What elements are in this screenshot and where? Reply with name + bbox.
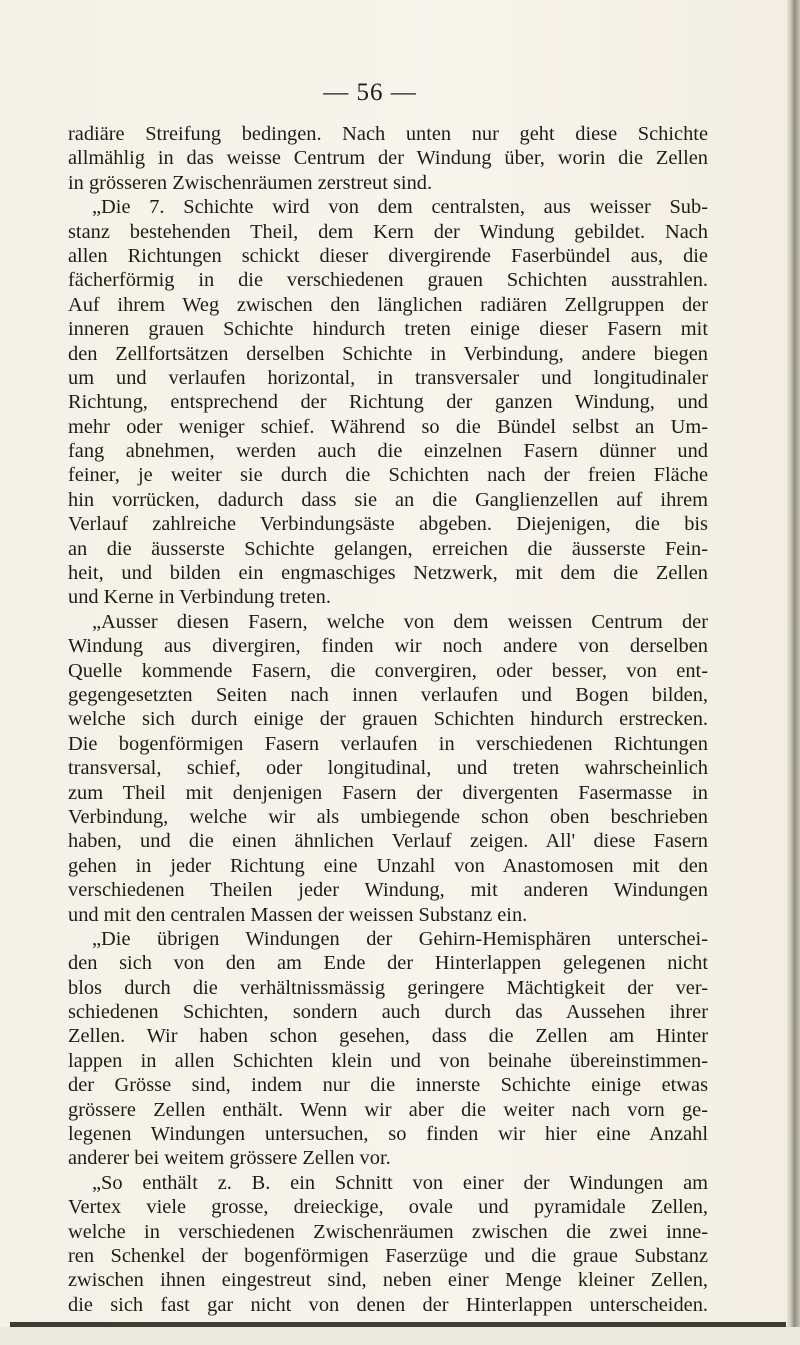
- text-line: schiedenen Schichten, sondern auch durch das Aussehen ihrer: [68, 1001, 708, 1024]
- text-line: „Die übrigen Windungen der Gehirn-Hemisphären unterschei-: [92, 927, 708, 950]
- text-line: fang abnehmen, werden auch die einzelnen Fasern dünner und: [68, 440, 708, 463]
- text-line: haben, und die einen ähnlichen Verlauf zeigen. All' diese Fasern: [68, 830, 708, 853]
- page-number: — 56 —: [323, 79, 417, 106]
- text-line: Windung aus divergiren, finden wir noch andere von derselben: [68, 635, 708, 658]
- text-line: ren Schenkel der bogenförmigen Faserzüge und die graue Substanz: [68, 1244, 708, 1267]
- text-line: blos durch die verhältnissmässig geringere Mächtigkeit der ver-: [68, 976, 708, 999]
- text-line: in grösseren Zwischenräumen zerstreut sind.: [68, 171, 433, 194]
- text-line: an die äusserste Schichte gelangen, erreichen die äusserste Fein-: [68, 537, 708, 560]
- bottom-margin: [0, 1327, 800, 1345]
- text-line: welche in verschiedenen Zwischenräumen zwischen die zwei inne-: [68, 1220, 708, 1243]
- text-line: den sich von den am Ende der Hinterlappen gelegenen nicht: [68, 952, 708, 975]
- text-line: und mit den centralen Massen der weissen Substanz ein.: [68, 903, 528, 926]
- text-line: legenen Windungen untersuchen, so finden wir hier eine Anzahl: [68, 1123, 708, 1146]
- text-line: grössere Zellen enthält. Wenn wir aber die weiter nach vorn ge-: [68, 1098, 708, 1121]
- text-line: „Die 7. Schichte wird von dem centralsten, aus weisser Sub-: [92, 196, 708, 219]
- text-line: um und verlaufen horizontal, in transversaler und longitudinaler: [68, 366, 708, 389]
- text-line: gehen in jeder Richtung eine Unzahl von Anastomosen mit den: [68, 854, 708, 877]
- text-line: Vertex viele grosse, dreieckige, ovale und pyramidale Zellen,: [68, 1196, 708, 1219]
- text-line: die sich fast gar nicht von denen der Hinterlappen unterscheiden.: [68, 1293, 708, 1316]
- text-line: allmählig in das weisse Centrum der Windung über, worin die Zellen: [68, 147, 708, 170]
- text-line: zum Theil mit denjenigen Fasern der divergenten Fasermasse in: [68, 781, 708, 804]
- text-line: allen Richtungen schickt dieser divergirende Faserbündel aus, die: [68, 244, 708, 267]
- text-line: stanz bestehenden Theil, dem Kern der Windung gebildet. Nach: [68, 220, 708, 243]
- text-line: hin vorrücken, dadurch dass sie an die Ganglienzellen auf ihrem: [68, 488, 708, 511]
- text-line: inneren grauen Schichte hindurch treten einige dieser Fasern mit: [68, 318, 708, 341]
- text-line: der Grösse sind, indem nur die innerste Schichte einige etwas: [68, 1074, 708, 1097]
- text-line: den Zellfortsätzen derselben Schichte in Verbindung, andere biegen: [68, 342, 708, 365]
- text-line: Verbindung, welche wir als umbiegende schon oben beschrieben: [68, 805, 708, 828]
- text-line: Verlauf zahlreiche Verbindungsäste abgeben. Diejenigen, die bis: [68, 513, 708, 536]
- text-line: fächerförmig in die verschiedenen grauen Schichten ausstrahlen.: [68, 269, 708, 292]
- text-line: „So enthält z. B. ein Schnitt von einer der Windungen am: [92, 1171, 708, 1194]
- text-line: lappen in allen Schichten klein und von beinahe übereinstimmen-: [68, 1049, 708, 1072]
- text-line: anderer bei weitem grössere Zellen vor.: [68, 1147, 391, 1170]
- text-line: Richtung, entsprechend der Richtung der ganzen Windung, und: [68, 391, 708, 414]
- text-line: zwischen ihnen eingestreut sind, neben einer Menge kleiner Zellen,: [68, 1269, 708, 1292]
- text-line: mehr oder weniger schief. Während so die Bündel selbst an Um-: [68, 415, 708, 438]
- text-line: verschiedenen Theilen jeder Windung, mit anderen Windungen: [68, 879, 708, 902]
- text-line: welche sich durch einige der grauen Schichten hindurch erstrecken.: [68, 708, 708, 731]
- text-line: und Kerne in Verbindung treten.: [68, 586, 331, 609]
- text-line: Zellen. Wir haben schon gesehen, dass die Zellen am Hinter: [68, 1025, 708, 1048]
- text-line: radiäre Streifung bedingen. Nach unten nur geht diese Schichte: [68, 123, 708, 145]
- text-line: feiner, je weiter sie durch die Schichten nach der freien Fläche: [68, 464, 708, 487]
- page-edge-shadow: [786, 0, 800, 1345]
- text-line: Die bogenförmigen Fasern verlaufen in verschiedenen Richtungen: [68, 732, 708, 755]
- text-line: Quelle kommende Fasern, die convergiren, oder besser, von ent-: [68, 659, 708, 682]
- text-line: transversal, schief, oder longitudinal, und treten wahrscheinlich: [68, 757, 708, 780]
- text-line: „Ausser diesen Fasern, welche von dem weissen Centrum der: [92, 610, 708, 633]
- text-line: gegengesetzten Seiten nach innen verlaufen und Bogen bilden,: [68, 683, 708, 706]
- text-line: heit, und bilden ein engmaschiges Netzwerk, mit dem die Zellen: [68, 562, 708, 585]
- text-line: Auf ihrem Weg zwischen den länglichen radiären Zellgruppen der: [68, 293, 708, 316]
- body-text: [68, 122, 708, 1317]
